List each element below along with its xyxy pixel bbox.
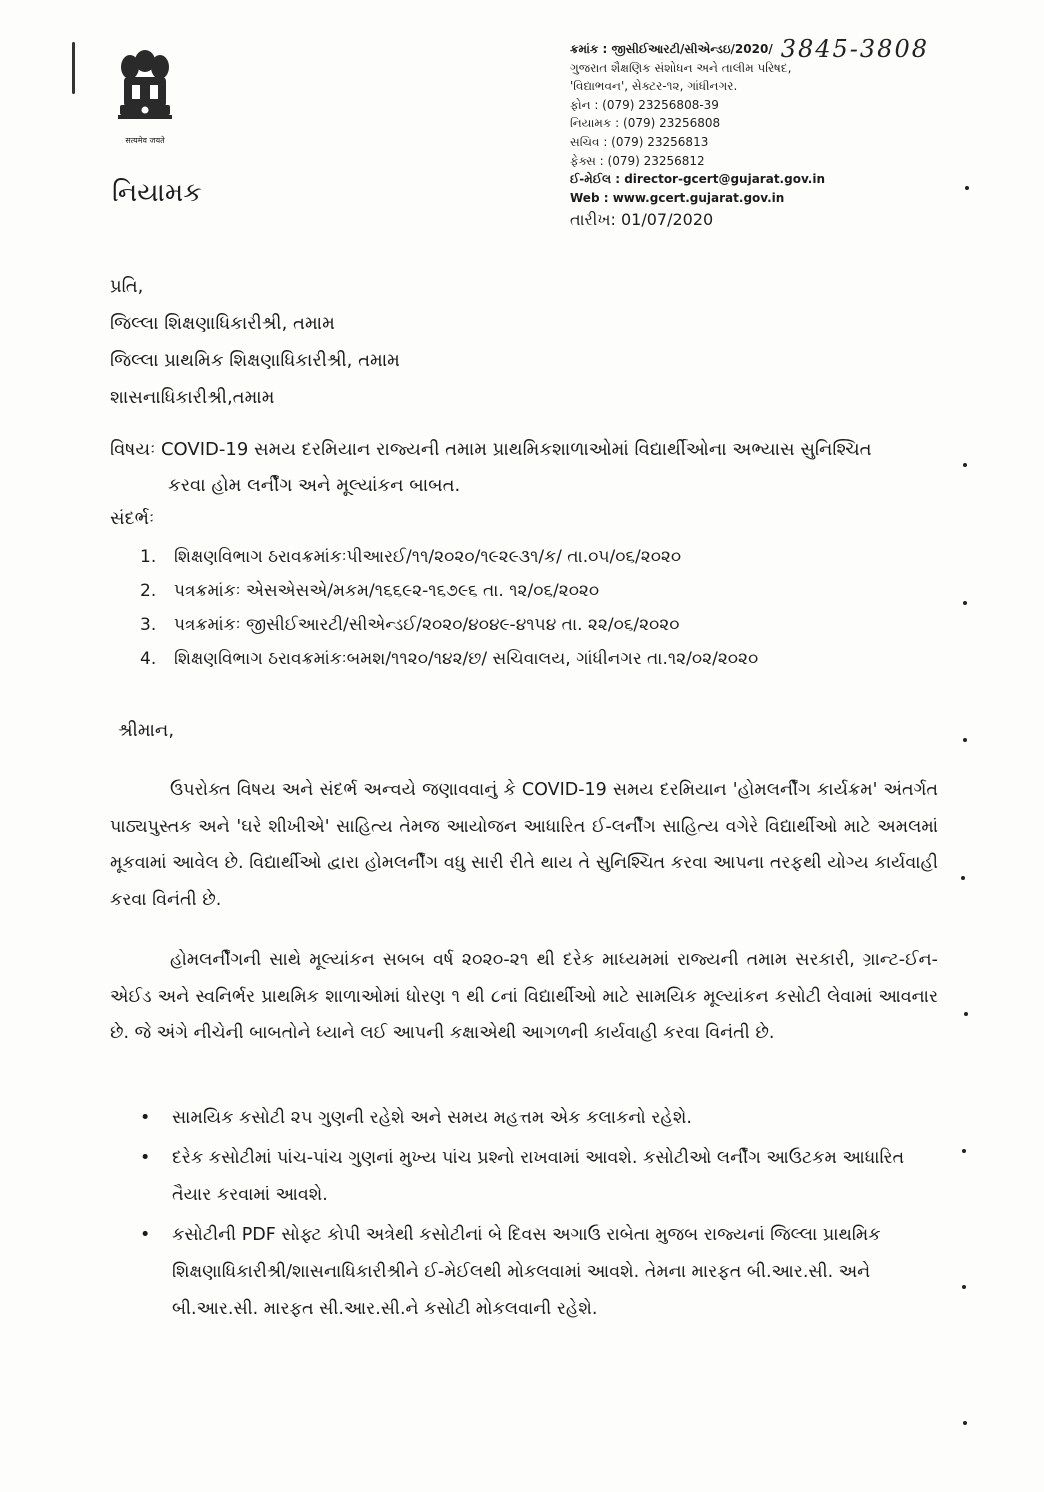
reference-item: 1. શિક્ષણવિભાગ ઠરાવક્રમાંકઃપીઆરઈ/૧૧/૨૦૨૦/૧૯૨૯૩૧/ક/ તા.૦૫/૦૬/૨૦૨૦	[140, 547, 682, 567]
director-phone: નિયામક : (079) 23256808	[570, 116, 721, 131]
state-emblem	[110, 45, 180, 150]
email: ઈ-મેઈલ : director-gcert@gujarat.gov.in	[570, 172, 826, 187]
list-item: • કસોટીની PDF સોફ્ટ કોપી અત્રેથી કસોટીનાં બે દિવસ અગાઉ રાબેતા મુજબ રાજ્યનાં જિલ્લા પ્રાથમિક શિક્ષણાધિકારીશ્રી/શાસનાધિકારીશ્રીને ઈ-મેઈલથી મોકલવામાં આવશે. તેમના મારફત બી.આર.સી. અને બી.આર.સી. મારફત સી.આર.સી.ને કસોટી મોકલવાની રહેશે.	[140, 1217, 940, 1328]
subject-line-2: કરવા હોમ લર્નીંગ અને મૂલ્યાંકન બાબત.	[168, 475, 461, 496]
scan-speck	[963, 601, 967, 605]
salutation: શ્રીમાન,	[118, 720, 175, 741]
reference-item: 3. પત્રક્રમાંકઃ જીસીઈઆરટી/સીએન્ડઈ/૨૦૨૦/૪૦૪૯-૪૧૫૪ તા. ૨૨/૦૬/૨૦૨૦	[140, 615, 680, 635]
list-item: • દરેક કસોટીમાં પાંચ-પાંચ ગુણનાં મુખ્ય પાંચ પ્રશ્નો રાખવામાં આવશે. કસોટીઓ લર્નીંગ આઉટકમ આધારિત તૈયાર કરવામાં આવશે.	[140, 1140, 940, 1214]
scan-speck	[963, 1421, 967, 1425]
scan-speck	[962, 1285, 966, 1289]
bullet-icon: •	[140, 1225, 151, 1245]
emblem-caption: सत्यमेव जयते	[125, 136, 165, 145]
scan-speck	[962, 1149, 966, 1153]
instructions-list	[140, 1100, 940, 1331]
letter-date: તારીખ: 01/07/2020	[570, 210, 714, 230]
bullet-icon: •	[140, 1148, 151, 1168]
phone: ફોન : (079) 23256808-39	[570, 97, 719, 112]
subject-line-1: વિષયઃ COVID-19 સમય દરમિયાન રાજ્યની તમામ પ્રાથમિકશાળાઓમાં વિદ્યાર્થીઓના અભ્યાસ સુનિશ્ચિત	[110, 439, 872, 460]
bullet-icon: •	[140, 1108, 151, 1128]
paragraph-1: ઉપરોક્ત વિષય અને સંદર્ભ અન્વયે જણાવવાનું કે COVID-19 સમય દરમિયાન 'હોમલર્નીંગ કાર્યક્રમ' અંતર્ગત પાઠ્યપુસ્તક અને 'ઘરે શીખીએ' સાહિત્ય તેમજ આયોજન આધારિત ઈ-લર્નીંગ સાહિત્ય વગેરે વિદ્યાર્થીઓ માટે અમલમાં મૂકવામાં આવેલ છે. વિદ્યાર્થીઓ દ્વારા હોમલર્નીંગ વધુ સારી રીતે થાય તે સુનિશ્ચિત કરવા આપના તરફથી યોગ્ય કાર્યવાહી કરવા વિનંતી છે.	[110, 780, 938, 910]
recipient-line: જિલ્લા શિક્ષણાધિકારીશ્રી, તમામ	[110, 313, 335, 334]
website: Web : www.gcert.gujarat.gov.in	[570, 190, 785, 205]
reference-item: 2. પત્રક્રમાંકઃ એસએસએ/મકમ/૧૬૬૯૨-૧૬૭૯૬ તા. ૧૨/૦૬/૨૦૨૦	[140, 581, 600, 601]
references-list	[140, 540, 758, 676]
fax: ફેક્સ : (079) 23256812	[570, 153, 705, 168]
scan-speck	[965, 186, 969, 190]
reference-item: 4. શિક્ષણવિભાગ ઠરાવક્રમાંકઃબમશ/૧૧૨૦/૧૪૨/છ/ સચિવાલય, ગાંધીનગર તા.૧૨/૦૨/૨૦૨૦	[140, 649, 759, 669]
subject	[110, 432, 940, 504]
paragraph-2: હોમલર્નીંગની સાથે મૂલ્યાંકન સબબ વર્ષ ૨૦૨૦-૨૧ થી દરેક માધ્યમમાં રાજ્યની તમામ સરકારી, ગ્રાન્ટ-ઈન-એઈડ અને સ્વનિર્ભર પ્રાથમિક શાળાઓમાં ધોરણ ૧ થી ૮નાં વિદ્યાર્થીઓ માટે સામયિક મૂલ્યાંકન કસોટી લેવામાં આવનાર છે. જે અંગે નીચેની બાબતોને ધ્યાને લઈ આપની કક્ષાએથી આગળની કાર્યવાહી કરવા વિનંતી છે.	[110, 950, 938, 1043]
secretary-phone: સચિવ : (079) 23256813	[570, 134, 709, 149]
ashoka-emblem-icon	[110, 45, 180, 133]
recipients	[110, 268, 400, 416]
letterhead-contact	[570, 35, 1010, 230]
ref-handwritten: 3845-3808	[780, 35, 929, 63]
address-line-1: ગુજરાત શૈક્ષણિક સંશોધન અને તાલીમ પરિષદ,	[570, 60, 792, 75]
reference-number	[570, 35, 1010, 63]
scan-speck	[963, 463, 967, 467]
address-line-2: 'વિદ્યાભવન', સેક્ટર-૧૨, ગાંધીનગર.	[570, 79, 738, 94]
references-label: સંદર્ભઃ	[110, 508, 155, 529]
scan-speck	[961, 876, 965, 880]
recipient-line: જિલ્લા પ્રાથમિક શિક્ષણાધિકારીશ્રી, તમામ	[110, 350, 400, 371]
scan-speck	[963, 738, 967, 742]
to-label: પ્રતિ,	[110, 276, 144, 297]
recipient-line: શાસનાધિકારીશ્રી,તમામ	[110, 387, 275, 408]
ref-label: ક્રમાંક : જીસીઈઆરટી/સીએન્ડઇ/2020/	[570, 42, 773, 56]
scan-speck	[964, 1012, 968, 1016]
office-title: નિયામક	[112, 178, 202, 208]
margin-mark	[72, 42, 75, 94]
list-item: • સામયિક કસોટી ૨૫ ગુણની રહેશે અને સમય મહત્તમ એક કલાકનો રહેશે.	[140, 1100, 940, 1137]
